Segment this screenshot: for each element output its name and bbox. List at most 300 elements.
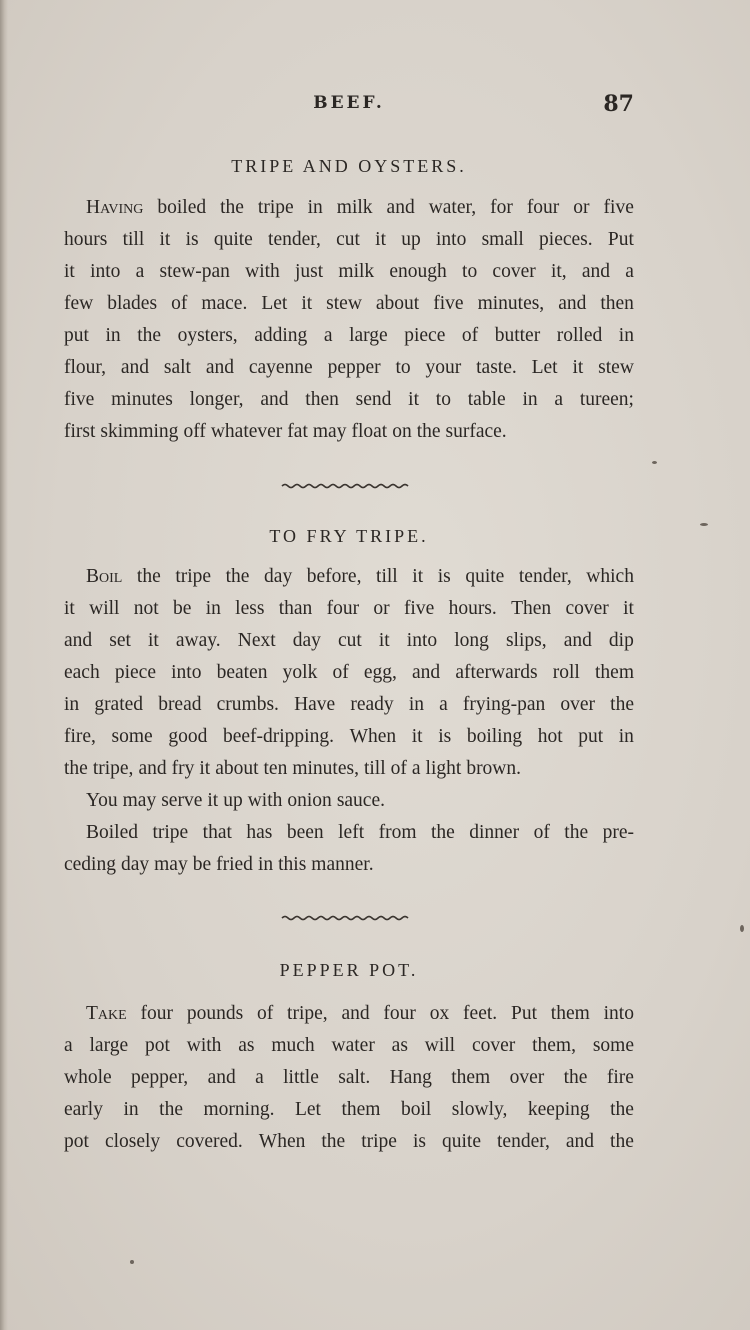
word: cover (492, 261, 536, 282)
word: in (123, 1099, 139, 1120)
text-line (86, 819, 634, 847)
word: cayenne (248, 357, 313, 378)
word: over (560, 694, 596, 715)
page-number: 87 (603, 91, 634, 117)
word: pot (64, 1131, 89, 1152)
word: beaten (216, 662, 268, 683)
word: stew-pan (159, 261, 230, 282)
word: your (425, 357, 462, 378)
word: day (292, 630, 321, 651)
text-line (64, 322, 634, 350)
word: a (64, 1035, 73, 1056)
word: the (430, 822, 455, 843)
word: five (433, 293, 464, 314)
word: tripe (361, 1131, 397, 1152)
word: the (564, 822, 589, 843)
word: in (205, 598, 221, 619)
word: minutes, (477, 293, 545, 314)
word: Then (511, 598, 552, 619)
word: the (225, 566, 250, 587)
word: it (159, 229, 171, 250)
word: taste. (476, 357, 517, 378)
word: or (373, 598, 390, 619)
word: egg, (363, 662, 397, 683)
word: small (481, 229, 524, 250)
word: and (260, 389, 289, 410)
word: be (192, 854, 212, 875)
word: water, (428, 197, 477, 218)
word: tureen; (579, 389, 634, 410)
word: milk (336, 197, 373, 218)
text-line (86, 787, 634, 815)
word: ten (263, 758, 288, 779)
word: a (323, 325, 333, 346)
word: pounds (186, 1003, 244, 1024)
word: milk (338, 261, 375, 282)
text-line (86, 194, 634, 222)
word: mace. (201, 293, 248, 314)
word: Put (510, 1003, 537, 1024)
word: be (173, 598, 192, 619)
word: Boil (86, 566, 123, 587)
word: into (171, 662, 202, 683)
word: it (378, 630, 390, 651)
word: off (183, 421, 206, 442)
word: float (351, 421, 388, 442)
word: into (603, 1003, 634, 1024)
word: boiling (466, 726, 523, 747)
word: cut (337, 630, 362, 651)
text-line (64, 354, 634, 382)
word: water (331, 1035, 375, 1056)
word: flour, (64, 357, 106, 378)
word: and (341, 1003, 370, 1024)
word: them (451, 1067, 491, 1088)
word: ceding (64, 854, 116, 875)
word: closely (104, 1131, 161, 1152)
word: five (603, 197, 634, 218)
word: dinner (469, 822, 520, 843)
word: sauce. (336, 790, 385, 811)
word: Put (607, 229, 634, 250)
word: Take (86, 1003, 127, 1024)
word: fire (606, 1067, 634, 1088)
word: slowly, (451, 1099, 508, 1120)
paper-speck (700, 523, 708, 526)
word: set (109, 630, 131, 651)
text-line (64, 1064, 634, 1092)
word: away. (175, 630, 221, 651)
word: about (215, 758, 259, 779)
paper-speck (130, 1260, 134, 1264)
word: blades (107, 293, 158, 314)
word: piece (404, 325, 446, 346)
text-line (64, 851, 634, 879)
section-divider-ornament (280, 914, 410, 922)
word: early (64, 1099, 103, 1120)
text-line (64, 290, 634, 318)
word: some (592, 1035, 634, 1056)
word: a (255, 1067, 264, 1088)
word: of (461, 325, 479, 346)
word: When (258, 1131, 306, 1152)
word: with (245, 261, 280, 282)
word: afterwards (455, 662, 538, 683)
word: to (462, 261, 478, 282)
word: it (375, 229, 387, 250)
word: the (220, 197, 244, 218)
word: little (283, 1067, 319, 1088)
word: the (610, 1131, 634, 1152)
word: up (401, 229, 421, 250)
word: stew (598, 357, 634, 378)
word: hours. (448, 598, 497, 619)
word: the (321, 1131, 346, 1152)
word: hours (64, 229, 108, 250)
word: it (623, 598, 634, 619)
word: into (406, 630, 438, 651)
word: much (271, 1035, 315, 1056)
word: pepper, (131, 1067, 189, 1088)
word: a (625, 261, 634, 282)
word: boil (400, 1099, 432, 1120)
word: than (278, 598, 313, 619)
word: it (301, 293, 313, 314)
word: rolled (556, 325, 603, 346)
word: each (64, 662, 100, 683)
word: before, (306, 566, 362, 587)
word: not (133, 598, 159, 619)
word: morning. (203, 1099, 275, 1120)
word: them, (532, 1035, 576, 1056)
word: fire, (64, 726, 96, 747)
word: up (223, 790, 243, 811)
word: tender, (497, 1131, 550, 1152)
word: or (573, 197, 590, 218)
word: of (533, 822, 550, 843)
word: then (600, 293, 634, 314)
word: frying-pan (462, 694, 546, 715)
word: and (565, 1131, 595, 1152)
text-line (64, 691, 634, 719)
word: large (349, 325, 388, 346)
text-line (64, 1032, 634, 1060)
word: it (412, 566, 424, 587)
word: the (610, 694, 634, 715)
word: Boiled (86, 822, 138, 843)
word: which (586, 566, 634, 587)
word: till (376, 566, 398, 587)
word: quite (465, 566, 505, 587)
word: them (341, 1099, 381, 1120)
word: five (403, 598, 435, 619)
word: Having (86, 197, 144, 218)
word: in (618, 726, 634, 747)
word: minutes (111, 389, 173, 410)
word: the (136, 566, 161, 587)
word: tripe (152, 822, 189, 843)
word: surface. (445, 421, 507, 442)
text-line (64, 226, 634, 254)
word: in (64, 694, 80, 715)
word: send (355, 389, 392, 410)
word: brown. (466, 758, 522, 779)
word: left (338, 822, 365, 843)
word: adding (254, 325, 308, 346)
word: tripe, (287, 1003, 328, 1024)
word: large (89, 1035, 129, 1056)
word: fry (171, 758, 195, 779)
word: Next (237, 630, 276, 651)
word: then (305, 389, 339, 410)
word: in (307, 197, 323, 218)
word: just (295, 261, 324, 282)
word: piece (114, 662, 156, 683)
word: the (137, 325, 162, 346)
word: Have (294, 694, 336, 715)
word: it (572, 357, 584, 378)
word: some (111, 726, 153, 747)
word: and (563, 630, 592, 651)
word: to (435, 389, 451, 410)
word: salt. (338, 1067, 371, 1088)
word: this (278, 854, 307, 875)
word: yolk (282, 662, 318, 683)
word: minutes, (292, 758, 359, 779)
word: four (526, 197, 560, 218)
word: it (147, 630, 159, 651)
word: boiled (157, 197, 207, 218)
word: four (140, 1003, 173, 1024)
word: beef-dripping. (222, 726, 334, 747)
word: salt (163, 357, 191, 378)
text-line (64, 418, 634, 446)
word: on (392, 421, 412, 442)
word: put (64, 325, 89, 346)
word: longer, (189, 389, 244, 410)
text-line (64, 627, 634, 655)
word: with (186, 1035, 222, 1056)
word: hot (537, 726, 563, 747)
word: cover (565, 598, 609, 619)
word: tripe, (92, 758, 134, 779)
text-line (86, 563, 634, 591)
word: till (363, 758, 386, 779)
word: tender, (518, 566, 572, 587)
word: When (349, 726, 397, 747)
word: it (411, 726, 423, 747)
word: of (332, 662, 349, 683)
word: in (618, 325, 634, 346)
word: is (412, 1131, 426, 1152)
running-head (60, 93, 638, 119)
word: feet. (463, 1003, 498, 1024)
word: tripe (175, 566, 212, 587)
word: them (595, 662, 634, 683)
word: enough (389, 261, 447, 282)
word: as (391, 1035, 408, 1056)
word: of (256, 1003, 274, 1024)
word: and (558, 293, 587, 314)
word: will (89, 598, 120, 619)
paper-speck (652, 461, 657, 464)
word: butter (494, 325, 541, 346)
word: Let (261, 293, 288, 314)
word: the (64, 758, 88, 779)
word: pot (144, 1035, 170, 1056)
word: and (138, 758, 167, 779)
word: bread (158, 694, 202, 715)
word: serve (161, 790, 203, 811)
word: a (554, 389, 564, 410)
section-heading-to-fry-tripe: TO FRY TRIPE. (269, 526, 429, 546)
word: Let (294, 1099, 321, 1120)
word: them (550, 1003, 590, 1024)
word: may (154, 854, 188, 875)
word: that (202, 822, 232, 843)
word: oysters, (177, 325, 238, 346)
word: over (509, 1067, 545, 1088)
word: stew (326, 293, 362, 314)
word: for (490, 197, 513, 218)
word: from (378, 822, 417, 843)
word: ox (429, 1003, 450, 1024)
word: few (64, 293, 94, 314)
word: a (439, 694, 448, 715)
word: fried (216, 854, 253, 875)
word: and (205, 357, 234, 378)
word: less (235, 598, 265, 619)
word: pre- (602, 822, 634, 843)
text-line (64, 1096, 634, 1124)
word: table (467, 389, 506, 410)
word: and (412, 662, 441, 683)
word: Let (531, 357, 558, 378)
word: the (159, 1099, 183, 1120)
text-line (86, 1000, 634, 1028)
word: four (383, 1003, 416, 1024)
word: and (64, 630, 93, 651)
section-heading-pepper-pot: PEPPER POT. (279, 960, 419, 980)
word: will (424, 1035, 456, 1056)
word: and (386, 197, 415, 218)
text-line (64, 723, 634, 751)
word: whatever (210, 421, 283, 442)
word: dip (608, 630, 634, 651)
word: and (120, 357, 150, 378)
word: whole (64, 1067, 112, 1088)
word: four (326, 598, 360, 619)
word: You (86, 790, 118, 811)
word: a (135, 261, 145, 282)
text-line (64, 595, 634, 623)
word: into (435, 229, 467, 250)
word: been (286, 822, 324, 843)
word: the (610, 1099, 634, 1120)
word: onion (287, 790, 332, 811)
word: till (122, 229, 145, 250)
word: is (437, 566, 451, 587)
word: has (246, 822, 273, 843)
word: the (416, 421, 441, 442)
word: in (257, 854, 274, 875)
word: to (395, 357, 411, 378)
text-line (64, 659, 634, 687)
word: covered. (176, 1131, 243, 1152)
text-line (64, 258, 634, 286)
word: day (120, 854, 150, 875)
word: cut (336, 229, 360, 250)
text-line (64, 1128, 634, 1156)
text-line (64, 386, 634, 414)
word: roll (552, 662, 580, 683)
word: in (105, 325, 121, 346)
word: is (185, 229, 199, 250)
word: five (64, 389, 95, 410)
word: it (408, 389, 420, 410)
word: skimming (100, 421, 179, 442)
word: is (438, 726, 452, 747)
word: of (171, 293, 188, 314)
word: crumbs. (216, 694, 279, 715)
word: and (581, 261, 611, 282)
word: with (247, 790, 283, 811)
word: grated (94, 694, 144, 715)
section-divider-ornament (280, 482, 410, 490)
word: tender, (268, 229, 321, 250)
running-title: BEEF. (313, 93, 385, 113)
text-line (64, 755, 634, 783)
word: put (578, 726, 604, 747)
word: of (390, 758, 407, 779)
word: cover (471, 1035, 516, 1056)
word: a (411, 758, 421, 779)
word: ready (350, 694, 394, 715)
section-heading-tripe-and-oysters: TRIPE AND OYSTERS. (231, 156, 467, 176)
word: it (64, 261, 75, 282)
word: good (168, 726, 208, 747)
word: pieces. (539, 229, 593, 250)
word: Hang (389, 1067, 432, 1088)
word: it (207, 790, 219, 811)
word: in (408, 694, 424, 715)
word: may (122, 790, 157, 811)
word: and (207, 1067, 236, 1088)
word: quite (213, 229, 253, 250)
word: first (64, 421, 96, 442)
word: fat (287, 421, 308, 442)
word: the (563, 1067, 588, 1088)
word: quite (442, 1131, 481, 1152)
word: manner. (311, 854, 374, 875)
word: long (454, 630, 489, 651)
paper-speck (740, 925, 744, 932)
word: it (64, 598, 75, 619)
word: it (199, 758, 211, 779)
binding-edge (0, 0, 8, 1330)
word: into (90, 261, 121, 282)
word: slips, (505, 630, 547, 651)
word: it, (550, 261, 567, 282)
word: may (312, 421, 347, 442)
word: as (238, 1035, 255, 1056)
word: about (375, 293, 420, 314)
word: tripe (257, 197, 294, 218)
word: keeping (527, 1099, 590, 1120)
word: in (522, 389, 538, 410)
word: day (264, 566, 293, 587)
word: light (425, 758, 462, 779)
